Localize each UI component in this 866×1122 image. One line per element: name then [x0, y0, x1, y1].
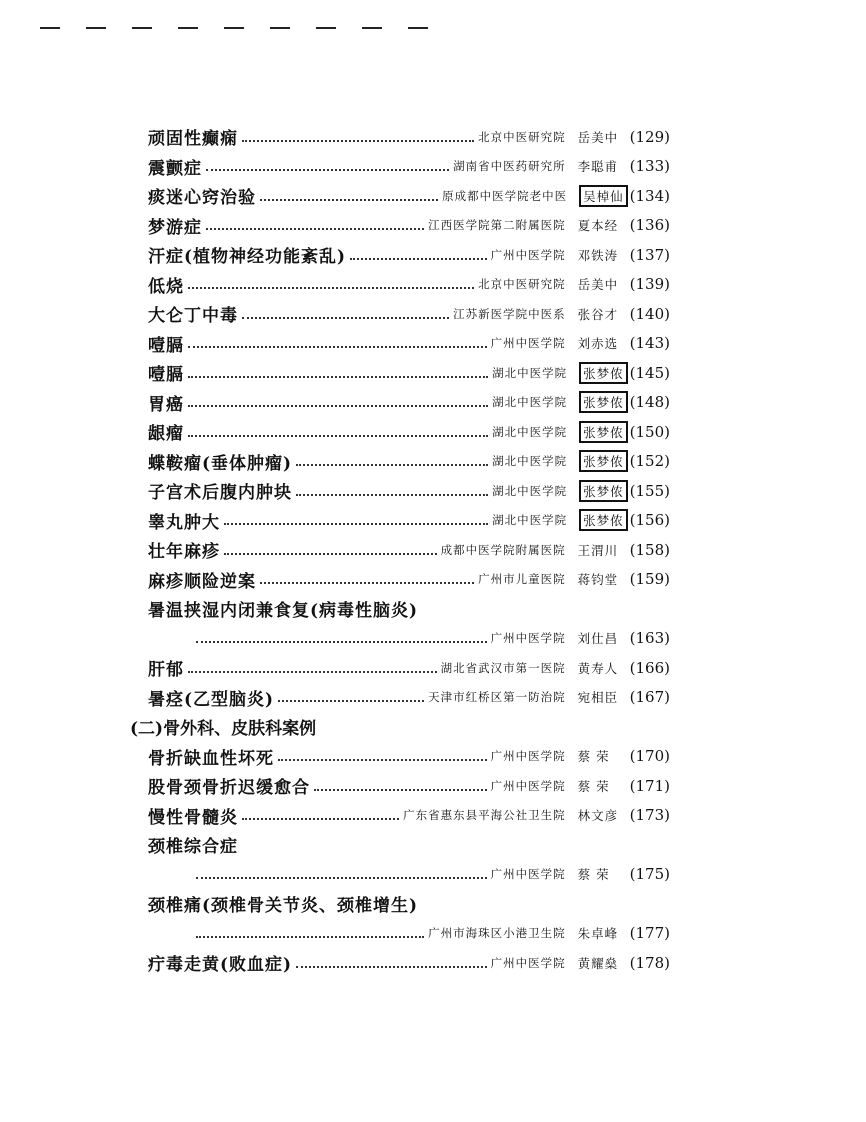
- entry-institution: 广州市儿童医院: [478, 572, 566, 587]
- leader-dots: [188, 435, 488, 437]
- entry-page-number: (167): [629, 688, 670, 707]
- section-heading: [130, 712, 670, 742]
- entry-author: 蔡 荣: [577, 749, 610, 765]
- entry-author: 张谷才: [577, 306, 619, 322]
- entry-page-number: (170): [629, 747, 670, 766]
- entry-page-number: (150): [629, 422, 670, 441]
- leader-dots: [296, 464, 488, 466]
- toc-entry: [148, 742, 670, 772]
- entry-title: 痰迷心窍治验: [148, 188, 256, 209]
- toc-entry: [148, 240, 670, 270]
- entry-author: 邓铁涛: [577, 247, 619, 263]
- entry-institution: 湖北中医学院: [492, 454, 568, 469]
- entry-author: 张梦侬: [579, 509, 628, 531]
- entry-institution: 广州中医学院: [490, 955, 566, 970]
- toc-entry-continuation: [148, 860, 670, 890]
- entry-title: 股骨颈骨折迟缓愈合: [148, 778, 310, 799]
- entry-author: 蒋钧堂: [577, 572, 619, 588]
- leader-dots: [260, 199, 438, 201]
- entry-institution: 湖北中医学院: [492, 513, 568, 528]
- entry-title: 震颤症: [148, 158, 202, 179]
- entry-author: 张梦侬: [579, 362, 628, 384]
- entry-title: 麻疹顺险逆案: [148, 571, 256, 592]
- leader-dots: [296, 494, 488, 496]
- entry-page-number: (178): [629, 953, 670, 972]
- entry-title: 睾丸肿大: [148, 512, 220, 533]
- section-heading-text: (二)骨外科、皮肤科案例: [130, 719, 317, 740]
- entry-page-number: (133): [629, 157, 670, 176]
- leader-dots: [260, 582, 474, 584]
- toc-entry: [148, 506, 670, 536]
- entry-page-number: (148): [629, 393, 670, 412]
- leader-dots: [188, 671, 437, 673]
- leader-dots: [188, 405, 488, 407]
- entry-institution: 原成都中医学院老中医: [442, 188, 568, 203]
- entry-institution: 湖北中医学院: [492, 395, 568, 410]
- entry-page-number: (129): [629, 127, 670, 146]
- entry-page-number: (152): [629, 452, 670, 471]
- entry-title: 汗症(植物神经功能紊乱): [148, 247, 347, 268]
- leader-dots: [206, 228, 424, 230]
- entry-institution: 广州中医学院: [490, 336, 566, 351]
- entry-author: 张梦侬: [579, 421, 628, 443]
- toc-entry: [148, 211, 670, 241]
- entry-author: 黄寿人: [577, 660, 619, 676]
- toc-entry: [148, 152, 670, 182]
- toc-entry: [148, 358, 670, 388]
- toc-entry-continuation: [148, 919, 670, 949]
- entry-institution: 广州中医学院: [490, 247, 566, 262]
- toc-entry: [148, 683, 670, 713]
- entry-title: 疔毒走黄(败血症): [148, 955, 293, 976]
- leader-dots: [350, 258, 487, 260]
- leader-dots: [242, 140, 474, 142]
- entry-page-number: (177): [629, 924, 670, 943]
- entry-title: 颈椎痛(颈椎骨关节炎、颈椎增生): [148, 896, 419, 917]
- entry-page-number: (137): [629, 245, 670, 264]
- entry-institution: 湖北省武汉市第一医院: [440, 660, 566, 675]
- entry-title: 大仑丁中毒: [148, 306, 238, 327]
- entry-title: 暑痉(乙型脑炎): [148, 689, 275, 710]
- leader-dots: [188, 346, 487, 348]
- entry-title: 蝶鞍瘤(垂体肿瘤): [148, 453, 293, 474]
- entry-title: 肝郁: [148, 660, 184, 681]
- entry-title: 子宫术后腹内肿块: [148, 483, 292, 504]
- entry-page-number: (136): [629, 216, 670, 235]
- entry-author: 张梦侬: [579, 480, 628, 502]
- top-dashed-rule: [40, 27, 440, 29]
- entry-author: 刘仕昌: [577, 631, 619, 647]
- toc-entry: [148, 122, 670, 152]
- entry-page-number: (155): [629, 481, 670, 500]
- toc-entry: [148, 830, 670, 860]
- entry-title: 低烧: [148, 276, 184, 297]
- entry-institution: 广州中医学院: [490, 867, 566, 882]
- entry-author: 吴棹仙: [579, 185, 628, 207]
- toc-entry: [148, 594, 670, 624]
- entry-title: 慢性骨髓炎: [148, 807, 238, 828]
- leader-dots: [242, 317, 449, 319]
- toc-entry: [148, 181, 670, 211]
- entry-institution: 湖南省中医药研究所: [453, 159, 566, 174]
- leader-dots: [206, 169, 449, 171]
- toc-entry: [148, 388, 670, 418]
- entry-page-number: (139): [629, 275, 670, 294]
- toc-entry: [148, 329, 670, 359]
- leader-dots: [196, 877, 487, 879]
- entry-author: 蔡 荣: [577, 867, 610, 883]
- entry-institution: 江西医学院第二附属医院: [428, 218, 566, 233]
- entry-author: 李聪甫: [577, 159, 619, 175]
- toc-entry: [148, 476, 670, 506]
- leader-dots: [296, 966, 487, 968]
- leader-dots: [196, 936, 424, 938]
- entry-title: 噎膈: [148, 335, 184, 356]
- leader-dots: [224, 553, 437, 555]
- leader-dots: [242, 818, 399, 820]
- entry-page-number: (156): [629, 511, 670, 530]
- entry-page-number: (166): [629, 658, 670, 677]
- entry-title: 骨折缺血性坏死: [148, 748, 274, 769]
- entry-author: 黄耀燊: [577, 955, 619, 971]
- entry-author: 王渭川: [577, 542, 619, 558]
- leader-dots: [188, 376, 488, 378]
- entry-page-number: (171): [629, 776, 670, 795]
- toc-entry: [148, 653, 670, 683]
- entry-institution: 湖北中医学院: [492, 424, 568, 439]
- entry-institution: 广州中医学院: [490, 778, 566, 793]
- toc-entry: [148, 417, 670, 447]
- leader-dots: [224, 523, 488, 525]
- entry-page-number: (134): [629, 186, 670, 205]
- toc-entry: [148, 565, 670, 595]
- toc-entry: [148, 299, 670, 329]
- entry-author: 刘赤选: [577, 336, 619, 352]
- entry-author: 张梦侬: [579, 391, 628, 413]
- entry-institution: 天津市红桥区第一防治院: [428, 690, 566, 705]
- entry-author: 林文彦: [577, 808, 619, 824]
- leader-dots: [196, 641, 487, 643]
- entry-institution: 广东省惠东县平海公社卫生院: [403, 808, 566, 823]
- entry-institution: 湖北中医学院: [492, 483, 568, 498]
- entry-institution: 广州中医学院: [490, 749, 566, 764]
- entry-page-number: (145): [629, 363, 670, 382]
- toc-entry-continuation: [148, 624, 670, 654]
- entry-title: 胃癌: [148, 394, 184, 415]
- entry-author: 夏本经: [577, 218, 619, 234]
- entry-author: 朱卓峰: [577, 926, 619, 942]
- entry-page-number: (140): [629, 304, 670, 323]
- entry-page-number: (158): [629, 540, 670, 559]
- leader-dots: [188, 287, 474, 289]
- leader-dots: [314, 789, 487, 791]
- entry-author: 蔡 荣: [577, 778, 610, 794]
- leader-dots: [278, 759, 487, 761]
- entry-institution: 广州中医学院: [490, 631, 566, 646]
- entry-institution: 广州市海珠区小港卫生院: [428, 926, 566, 941]
- leader-dots: [278, 700, 424, 702]
- entry-title: 壮年麻疹: [148, 542, 220, 563]
- entry-author: 岳美中: [577, 129, 619, 145]
- entry-title: 梦游症: [148, 217, 202, 238]
- entry-title: 噎膈: [148, 365, 184, 386]
- entry-page-number: (163): [629, 629, 670, 648]
- entry-author: 岳美中: [577, 277, 619, 293]
- entry-title: 暑温挟湿内闭兼食复(病毒性脑炎): [148, 601, 419, 622]
- entry-institution: 北京中医研究院: [478, 277, 566, 292]
- toc-entry: [148, 889, 670, 919]
- entry-page-number: (175): [629, 865, 670, 884]
- entry-title: 颈椎综合症: [148, 837, 238, 858]
- entry-author: 宛相臣: [577, 690, 619, 706]
- table-of-contents: [130, 122, 670, 978]
- toc-entry: [148, 535, 670, 565]
- toc-entry: [148, 801, 670, 831]
- entry-institution: 江苏新医学院中医系: [453, 306, 566, 321]
- entry-title: 顽固性癫痫: [148, 129, 238, 150]
- toc-entry: [148, 270, 670, 300]
- entry-author: 张梦侬: [579, 450, 628, 472]
- toc-entry: [148, 948, 670, 978]
- entry-page-number: (173): [629, 806, 670, 825]
- entry-institution: 湖北中医学院: [492, 365, 568, 380]
- entry-institution: 北京中医研究院: [478, 129, 566, 144]
- entry-institution: 成都中医学院附属医院: [440, 542, 566, 557]
- entry-page-number: (159): [629, 570, 670, 589]
- entry-title: 龈瘤: [148, 424, 184, 445]
- toc-entry: [148, 447, 670, 477]
- toc-entry: [148, 771, 670, 801]
- entry-page-number: (143): [629, 334, 670, 353]
